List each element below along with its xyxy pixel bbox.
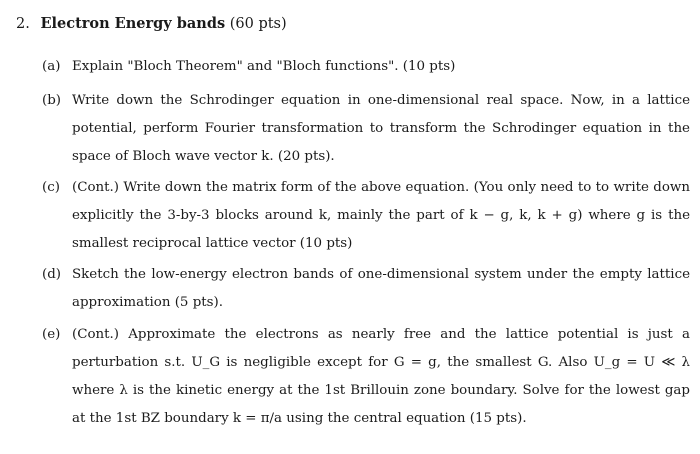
part-c-text: (Cont.) Write down the matrix form of the above equation. (You only need to to write down explicitly the 3-by-3 blocks around k, mainly the part of k − g, k, k + g) where g is the smallest reciprocal lattice vector (10 pts) xyxy=(72,180,690,251)
part-d xyxy=(42,261,690,317)
part-d-label: (d) xyxy=(42,267,62,282)
problem-points: (60 pts) xyxy=(229,16,287,32)
problem-number: 2. xyxy=(16,16,30,32)
part-a-label: (a) xyxy=(42,59,61,74)
part-c-label: (c) xyxy=(42,180,60,195)
part-b xyxy=(42,87,690,171)
part-b-label: (b) xyxy=(42,93,62,108)
part-e-label: (e) xyxy=(42,327,61,342)
part-b-text: Write down the Schrodinger equation in one-dimensional real space. Now, in a lattice potential, perform Fourier transformation to transform the Schrodinger equation in the space of Bloch wave vector k. (20 pts). xyxy=(72,93,690,164)
problem-header xyxy=(16,14,287,34)
part-e xyxy=(42,321,690,433)
part-c xyxy=(42,174,690,258)
part-e-text: (Cont.) Approximate the electrons as nearly free and the lattice potential is just a perturbation s.t. U_G is negligible except for G = g, the smallest G. Also U_g = U ≪ λ where λ is the kinetic energy at the 1st Brillouin zone boundary. Solve for the lowest gap at the 1st BZ boundary k = π/a using the central equation (15 pts). xyxy=(72,327,690,426)
problem-title: Electron Energy bands xyxy=(40,15,226,32)
part-d-text: Sketch the low-energy electron bands of one-dimensional system under the empty lattice approximation (5 pts). xyxy=(72,267,690,310)
part-a-text: Explain "Bloch Theorem" and "Bloch functions". (10 pts) xyxy=(72,59,456,74)
part-a xyxy=(42,53,690,81)
